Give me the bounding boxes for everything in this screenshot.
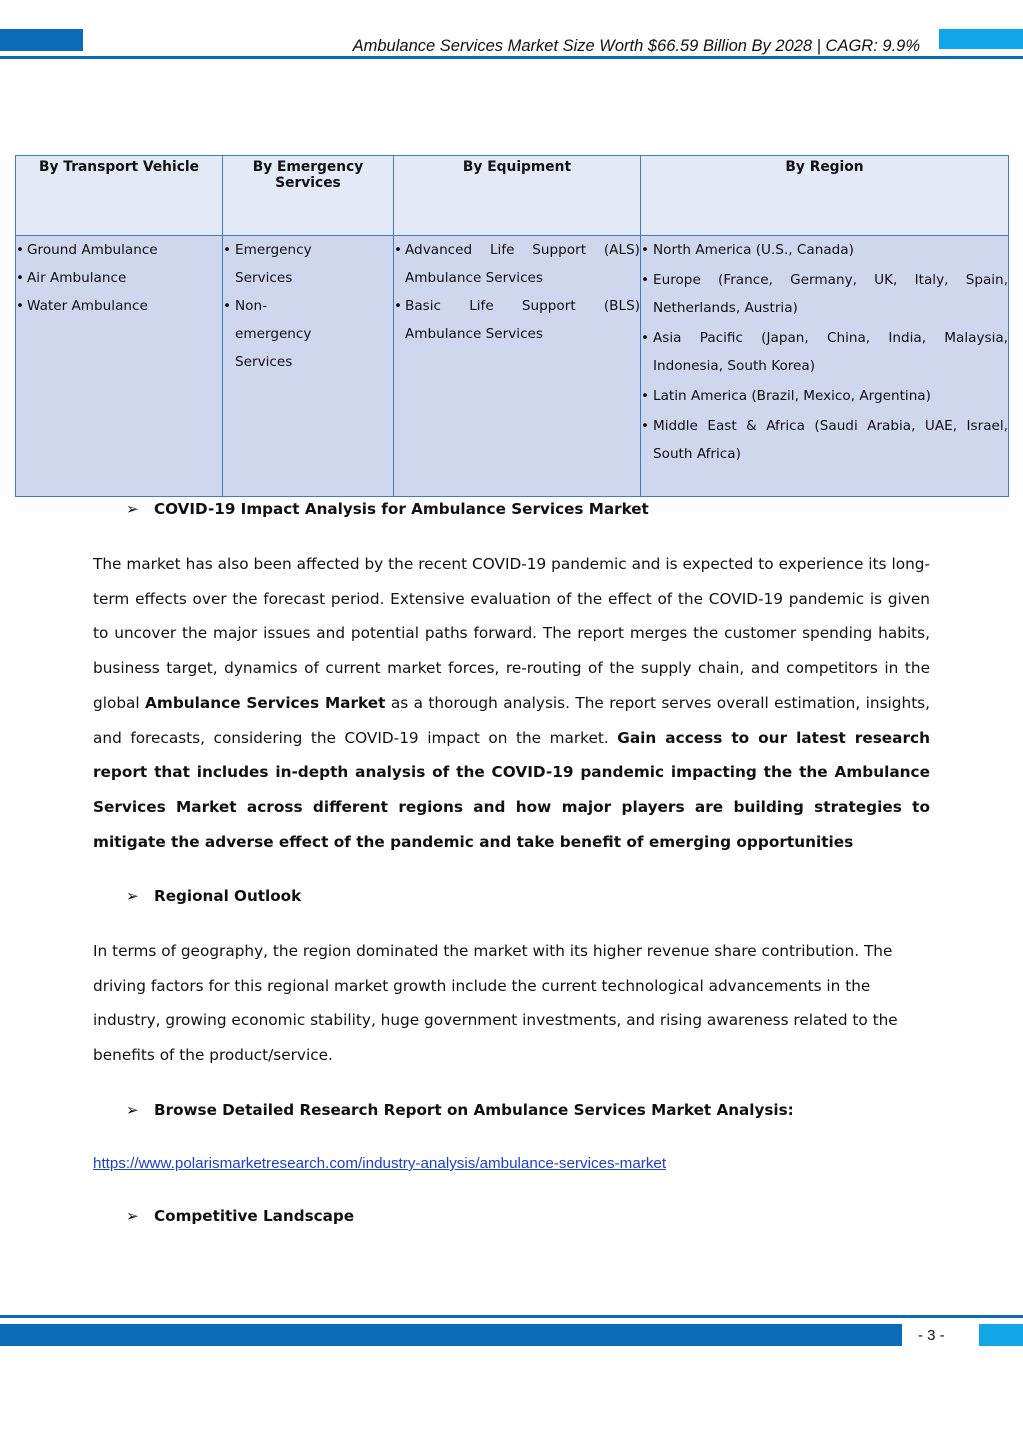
header-emergency-services: By Emergency Services: [223, 156, 394, 236]
list-item: • Middle East & Africa (Saudi Arabia, UAE, Israel, South Africa): [641, 418, 1008, 462]
list-item: • Advanced Life Support (ALS) Ambulance Services: [394, 242, 640, 286]
covid-paragraph: The market has also been affected by the recent COVID-19 pandemic and is expected to experience its long-term effects over the forecast period. Extensive evaluation of the effect of the COVID-19 pandemic is given to uncover the major issues and potential paths forward. The report merges the customer spending habits, business target, dynamics of current market forces, re-routing of the supply chain, and competitors in the global Ambulance Services Market as a thorough analysis. The report serves overall estimation, insights, and forecasts, considering the COVID-19 impact on the market. Gain access to our latest research report that includes in-depth analysis of the COVID-19 pandemic impacting the the Ambulance Services Market across different regions and how major players are building strategies to mitigate the adverse effect of the pandemic and take benefit of emerging opportunities: [93, 555, 931, 851]
header-accent-left: [0, 29, 83, 51]
region-cell: [641, 236, 1009, 497]
list-item: • North America (U.S., Canada): [641, 242, 854, 258]
arrow-bullet-icon: ➢: [126, 1101, 139, 1119]
segmentation-table: [15, 155, 1009, 497]
list-item: • Emergency Services: [223, 242, 312, 286]
equipment-cell: [394, 236, 641, 497]
regional-heading: ➢ Regional Outlook: [126, 887, 302, 905]
covid-heading: ➢ COVID-19 Impact Analysis for Ambulance Services Market: [126, 500, 649, 518]
list-item: • Latin America (Brazil, Mexico, Argentina): [641, 388, 931, 404]
list-item: • Non-emergency Services: [223, 298, 312, 370]
list-item: • Ground Ambulance: [16, 242, 158, 258]
header-rule: [0, 56, 1023, 59]
table-header-row: [16, 156, 1009, 236]
list-item: • Basic Life Support (BLS) Ambulance Services: [394, 298, 640, 342]
page-number: - 3 -: [918, 1327, 945, 1344]
list-item: • Water Ambulance: [16, 298, 148, 314]
browse-heading: ➢ Browse Detailed Research Report on Ambulance Services Market Analysis:: [126, 1101, 794, 1119]
competitive-heading: ➢ Competitive Landscape: [126, 1207, 355, 1225]
emergency-services-cell: [223, 236, 394, 497]
footer-rule: [0, 1315, 1023, 1318]
arrow-bullet-icon: ➢: [126, 887, 139, 905]
table-body-row: [16, 236, 1009, 497]
arrow-bullet-icon: ➢: [126, 500, 139, 518]
covid-report-cta[interactable]: Gain access to our latest research report that includes in-depth analysis of the COVID-19 pandemic impacting the the Ambulance Services Market across different regions and how major players are building strategies to mitigate the adverse effect of the pandemic and take benefit of emerging opportunities: [93, 728, 930, 851]
footer-accent-bar: [0, 1324, 902, 1346]
regional-paragraph: In terms of geography, the region dominated the market with its higher revenue share contribution. The driving factors for this regional market growth include the current technological advancements in the industry, growing economic stability, huge government investments, and rising awareness related to the benefits of the product/service.: [93, 942, 898, 1065]
list-item: • Europe (France, Germany, UK, Italy, Spain, Netherlands, Austria): [641, 272, 1008, 316]
header-accent-right: [939, 29, 1023, 49]
report-link[interactable]: https://www.polarismarketresearch.com/industry-analysis/ambulance-services-market: [93, 1155, 667, 1172]
arrow-bullet-icon: ➢: [126, 1207, 139, 1225]
document-header-title: Ambulance Services Market Size Worth $66.59 Billion By 2028 | CAGR: 9.9%: [352, 37, 920, 55]
header-region: By Region: [641, 156, 1009, 236]
market-name-emphasis: Ambulance Services Market: [145, 693, 386, 712]
header-transport-vehicle: By Transport Vehicle: [16, 156, 223, 236]
list-item: • Asia Pacific (Japan, China, India, Malaysia, Indonesia, South Korea): [641, 330, 1008, 374]
list-item: • Air Ambulance: [16, 270, 127, 286]
footer-accent-right: [979, 1324, 1023, 1346]
transport-vehicle-cell: [16, 236, 223, 497]
header-equipment: By Equipment: [394, 156, 641, 236]
